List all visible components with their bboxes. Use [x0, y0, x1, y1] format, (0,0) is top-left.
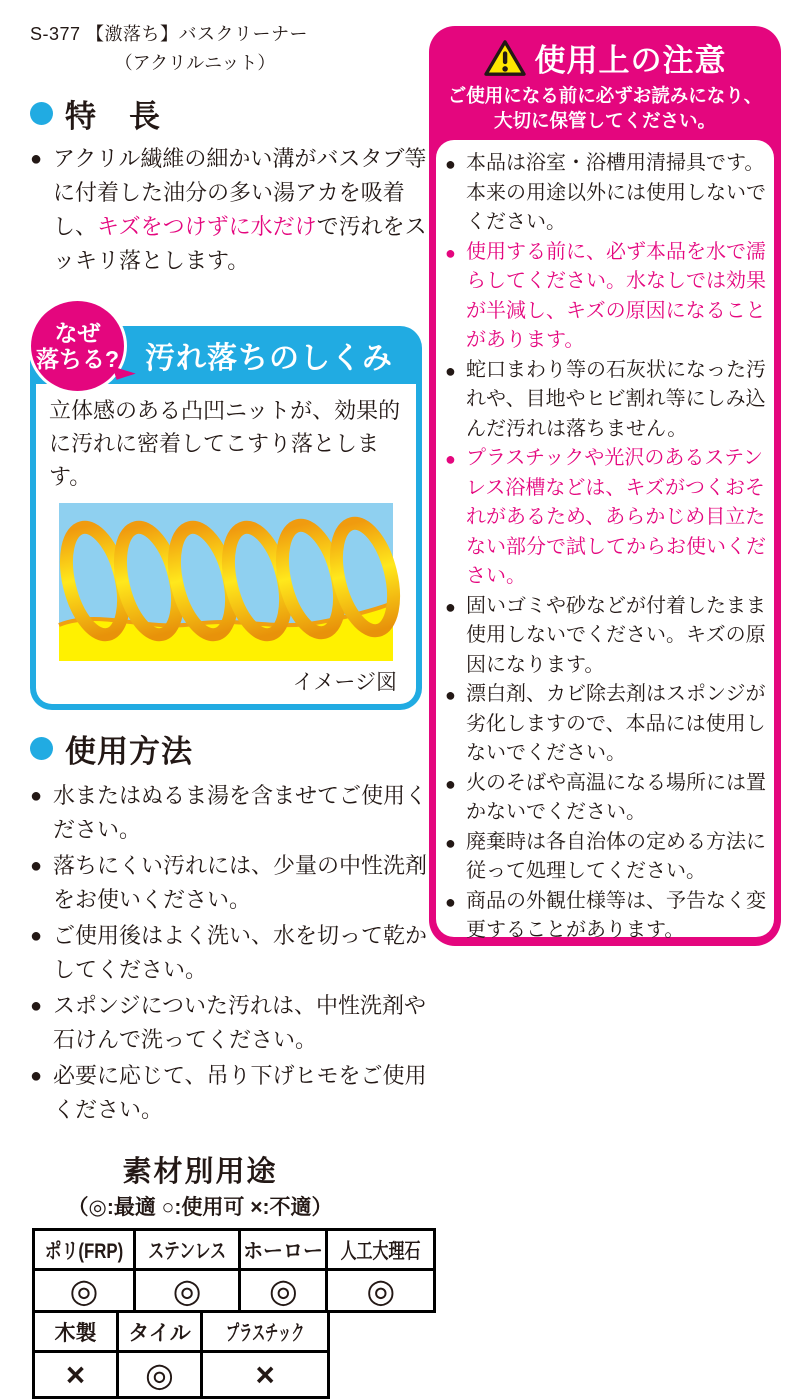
features-heading-label: 特 長	[65, 99, 161, 134]
material-suitability-cell: ◎	[135, 1270, 240, 1312]
caution-item: ● 漂白剤、カビ除去剤はスポンジが劣化しますので、本品には使用しないでください。	[445, 680, 768, 769]
material-header-cell	[34, 1312, 118, 1352]
usage-item: ● 水またはぬるま湯を含ませてご使用ください。	[30, 779, 428, 847]
mechanism-heading: 汚れ落ちのしくみ	[30, 326, 422, 384]
usage-item: ● ご使用後はよく洗い、水を切って乾かしてください。	[30, 919, 428, 987]
why-bubble-line1: なぜ	[54, 320, 101, 346]
usage-list	[30, 779, 428, 1127]
illustration-caption: イメージ図	[292, 671, 397, 694]
caution-body	[436, 140, 774, 941]
material-header-cell	[327, 1230, 435, 1270]
caution-panel	[429, 26, 781, 946]
mechanism-box	[30, 320, 422, 710]
caution-item: ● 廃棄時は各自治体の定める方法に従って処理してください。	[445, 828, 768, 887]
materials-legend: （◎:最適 ○:使用可 ×:不適）	[67, 1196, 333, 1219]
mechanism-body	[30, 384, 422, 710]
coil-illustration	[59, 503, 393, 661]
cyan-dot-icon	[30, 737, 53, 760]
material-header-cell	[240, 1230, 327, 1270]
material-name: 木製	[54, 1321, 97, 1345]
material-suitability-cell: ×	[202, 1352, 329, 1398]
caution-item: ● プラスチックや光沢のあるステンレス浴槽などは、キズがつくおそれがあるため、あらかじめ目立たない部分で試してからお使いください。	[445, 444, 768, 592]
materials-table-lower	[32, 1310, 330, 1399]
usage-item: ● スポンジについた汚れは、中性洗剤や石けんで洗ってください。	[30, 989, 428, 1057]
materials-heading: 素材別用途	[122, 1156, 278, 1188]
caution-subtitle	[436, 83, 774, 133]
material-header-cell	[34, 1230, 135, 1270]
caution-item: ● 固いゴミや砂などが付着したまま使用しないでください。キズの原因になります。	[445, 592, 768, 681]
material-suitability-cell: ×	[34, 1352, 118, 1398]
usage-heading-label: 使用方法	[65, 734, 193, 769]
product-title: S-377 【激落ち】バスクリーナー	[30, 24, 309, 44]
caution-title-row	[436, 35, 774, 80]
cyan-dot-icon	[30, 102, 53, 125]
material-name: ポリ(FRP)	[44, 1239, 124, 1263]
why-bubble-badge	[28, 298, 127, 394]
caution-header	[436, 26, 774, 140]
caution-list	[445, 149, 768, 946]
material-name: ステンレス	[148, 1239, 227, 1263]
features-text-after: で汚れをスッキリ落とします。	[53, 214, 427, 273]
why-bubble-line2: 落ちる?	[35, 346, 120, 372]
caution-item: ● 本品は浴室・浴槽用清掃具です。本来の用途以外には使用しないでください。	[445, 149, 768, 238]
caution-item: ● 使用する前に、必ず本品を水で濡らしてください。水なしでは効果が半減し、キズの原因になることがあります。	[445, 238, 768, 356]
materials-table-upper	[32, 1228, 436, 1313]
material-header-cell	[118, 1312, 202, 1352]
features-highlight-text: キズをつけずに水だけ	[97, 214, 317, 239]
caution-title: 使用上の注意	[534, 43, 727, 78]
material-header-cell	[135, 1230, 240, 1270]
materials-section	[30, 1149, 421, 1399]
caution-item: ● 蛇口まわり等の石灰状になった汚れや、目地やヒビ割れ等にしみ込んだ汚れは落ちません。	[445, 356, 768, 445]
left-column	[30, 20, 428, 1399]
product-subtitle: （アクリルニット）	[114, 53, 276, 73]
caution-item: ● 商品の外観仕様等は、予告なく変更することがあります。	[445, 887, 768, 946]
caution-item: ● 火のそばや高温になる場所には置かないでください。	[445, 769, 768, 828]
material-name: プラスチック	[225, 1321, 305, 1345]
usage-item: ● 落ちにくい汚れには、少量の中性洗剤をお使いください。	[30, 849, 428, 917]
material-header-cell	[202, 1312, 329, 1352]
material-suitability-cell: ◎	[34, 1270, 135, 1312]
caution-subtitle-line1: ご使用になる前に必ずお読みになり、	[447, 85, 763, 106]
warning-triangle-icon	[484, 39, 526, 77]
features-text-before: アクリル繊維の細かい溝がバスタブ等に付着した油分の多い湯アカを吸着し、	[53, 146, 427, 239]
material-suitability-cell: ◎	[118, 1352, 202, 1398]
mechanism-text: 立体感のある凸凹ニットが、効果的に汚れに密着してこすり落とします。	[49, 398, 401, 489]
material-suitability-cell: ◎	[327, 1270, 435, 1312]
material-name: 人工大理石	[340, 1239, 421, 1263]
features-heading	[30, 91, 428, 136]
material-name: ホーロー	[243, 1239, 324, 1263]
material-suitability-cell: ◎	[240, 1270, 327, 1312]
usage-heading	[30, 726, 428, 771]
caution-subtitle-line2: 大切に保管してください。	[493, 110, 716, 131]
features-paragraph	[30, 142, 428, 278]
usage-item: ● 必要に応じて、吊り下げヒモをご使用ください。	[30, 1059, 428, 1127]
material-name: タイル	[128, 1321, 191, 1345]
